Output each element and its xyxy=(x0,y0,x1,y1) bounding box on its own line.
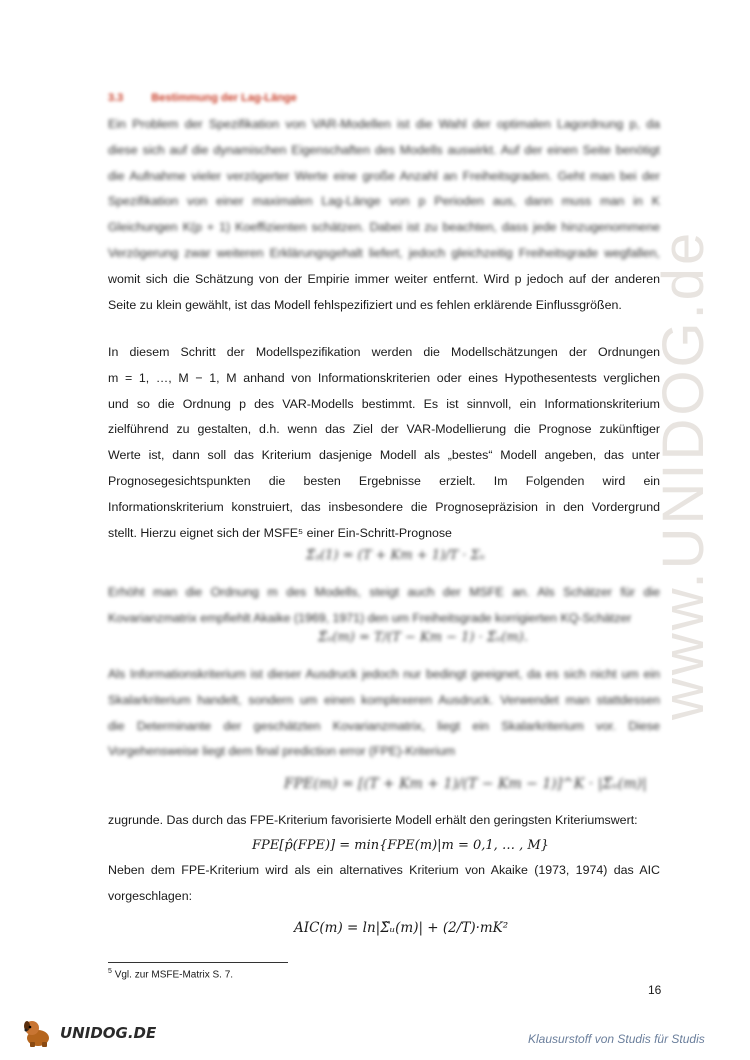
paragraph-2 xyxy=(108,340,660,546)
formula-msfe: Σ̂ᵧ(1) = (T + Km + 1)/T · Σᵤ xyxy=(306,548,485,563)
text-line: Gleichungen K(p + 1) Koeffizienten schätzen. Dabei ist zu beachten, dass jede hinzugenommene xyxy=(108,220,660,235)
text-line: die Aufnahme vieler verzögerter Werte eine große Anzahl an Freiheitsgraden. Geht man bei der xyxy=(108,168,660,183)
footnote-text: Vgl. zur MSFE-Matrix S. 7. xyxy=(114,969,234,981)
text-line: Prognosegesichtspunkten die besten Ergebnisse erzielt. Im Folgenden wird ein xyxy=(108,473,660,488)
text-line: vorgeschlagen: xyxy=(108,888,193,903)
dog-icon xyxy=(22,1018,56,1048)
text-line: Seite zu klein gewählt, ist das Modell fehlspezifiziert und es fehlen erklärende Einflussgrößen. xyxy=(108,297,622,312)
text-line: womit sich die Schätzung von der Empirie immer weiter entfernt. Wird p jedoch auf der anderen xyxy=(108,271,660,286)
text-line: Erhöht man die Ordnung m des Modells, steigt auch der MSFE an. Als Schätzer für die xyxy=(108,585,660,599)
unidog-logo xyxy=(22,1018,156,1048)
text-line: stellt. Hierzu eignet sich der MSFE⁵ einer Ein-Schritt-Prognose xyxy=(108,525,452,540)
watermark: www.UNIDOG.de xyxy=(651,229,716,720)
section-heading xyxy=(108,92,297,104)
text-line: In diesem Schritt der Modellspezifikation werden die Modellschätzungen der Ordnungen xyxy=(108,345,660,359)
logo-text: UNIDOG.DE xyxy=(60,1024,157,1042)
text-line: Werte ist, dann soll das Kriterium dasjenige Modell als „bestes“ Modell angeben, das unter xyxy=(108,448,660,463)
paragraph-3 xyxy=(108,580,660,632)
text-line: Spezifikation von einer maximalen Lag-Länge von p Perioden aus, dann muss man in K xyxy=(108,194,660,209)
text-line: Informationskriterium konstruiert, das insbesondere die Prognosepräzision in den Vordergrund xyxy=(108,499,660,514)
paragraph-4 xyxy=(108,662,660,765)
text-line: Neben dem FPE-Kriterium wird als ein alternatives Kriterium von Akaike (1973, 1974) das AIC xyxy=(108,863,660,877)
formula-fpe: FPE(m) = [(T + Km + 1)/(T − Km − 1)]^K · |Σ̃ᵤ(m)| xyxy=(284,776,647,792)
text-line: Kovarianzmatrix empfiehlt Akaike (1969, 1971) den um Freiheitsgrade korrigierten KQ-Schätzer xyxy=(108,610,632,625)
formula-covariance: Σ̂ᵤ(m) = T/(T − Km − 1) · Σ̃ᵤ(m). xyxy=(318,630,528,645)
paragraph-5 xyxy=(108,808,660,834)
text-line: zugrunde. Das durch das FPE-Kriterium favorisierte Modell erhält den geringsten Kriteriumswert: xyxy=(108,813,638,827)
text-line: Vorgehensweise liegt dem final prediction error (FPE)-Kriterium xyxy=(108,744,456,759)
text-line: die Determinante der geschätzten Kovarianzmatrix, liegt ein Skalarkriterium vor. Diese xyxy=(108,718,660,733)
footnote-marker: 5 xyxy=(108,968,112,975)
text-line: Skalarkriterium handelt, sondern um einen komplexeren Ausdruck. Verwendet man stattdessen xyxy=(108,692,660,707)
section-number: 3.3 xyxy=(108,92,124,104)
formula-aic: AIC(m) = ln|Σ̃ᵤ(m)| + (2/T)·mK² xyxy=(294,920,509,936)
footnote xyxy=(108,968,233,980)
page-number: 16 xyxy=(648,983,662,997)
text-line: Verzögerung zwar weiteren Erklärungsgehalt liefert, jedoch gleichzeitig Freiheitsgrade wegfallen, xyxy=(108,245,660,260)
text-line: zielführend zu gestalten, d.h. wenn das Ziel der VAR-Modellierung die Prognose zukünftiger xyxy=(108,422,660,437)
text-line: Als Informationskriterium ist dieser Ausdruck jedoch nur bedingt geeignet, da es sich nicht um ein xyxy=(108,667,660,681)
text-line: diese sich auf die dynamischen Eigenschaften des Modells auswirkt. Auf der einen Seite benötigt xyxy=(108,142,660,157)
section-title: Bestimmung der Lag-Länge xyxy=(151,92,297,104)
paragraph-1 xyxy=(108,112,660,318)
formula-fpe-min: FPE[p̂(FPE)] = min{FPE(m)|m = 0,1, … , M} xyxy=(252,838,549,853)
paragraph-6 xyxy=(108,858,660,910)
footnote-divider xyxy=(108,962,288,963)
footer-tagline: Klausurstoff von Studis für Studis xyxy=(528,1032,705,1046)
text-line: und so die Ordnung p des VAR-Modells bestimmt. Es ist sinnvoll, ein Informationskriterium xyxy=(108,396,660,411)
text-line: Ein Problem der Spezifikation von VAR-Modellen ist die Wahl der optimalen Lagordnung p, da xyxy=(108,117,660,131)
text-line: m = 1, …, M − 1, M anhand von Informationskriterien oder eines Hypothesentests verglichen xyxy=(108,370,660,385)
